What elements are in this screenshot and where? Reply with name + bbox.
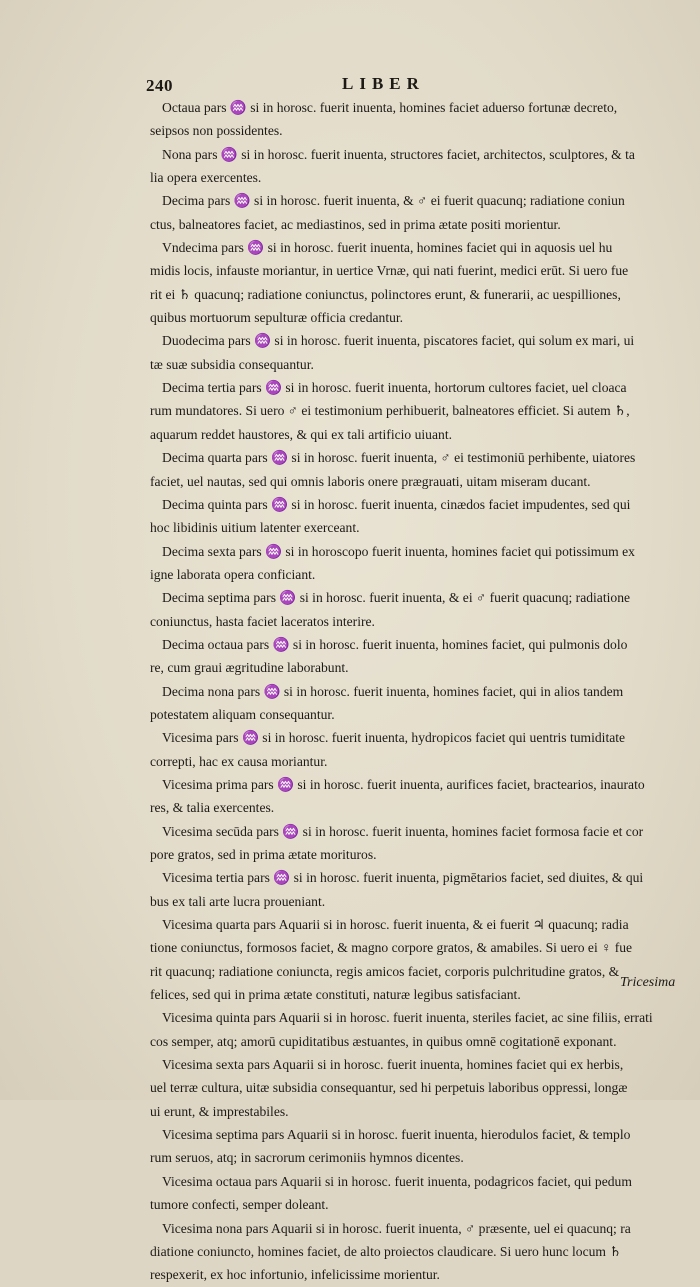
text-line: Decima septima pars ♒ si in horosc. fuerit inuenta, & ei ♂ fuerit quacunq; radiatione bbox=[162, 590, 631, 606]
text-line: quibus mortuorum sepulturæ officia credantur. bbox=[150, 310, 404, 326]
text-line: Vicesima tertia pars ♒ si in horosc. fuerit inuenta, pigmētarios faciet, sed diuites, & qui bbox=[162, 870, 644, 886]
text-line: Decima sexta pars ♒ si in horoscopo fuerit inuenta, homines faciet qui potissimum ex bbox=[162, 543, 635, 559]
text-line: Vicesima sexta pars Aquarii si in horosc. fuerit inuenta, homines faciet qui ex herbis, bbox=[162, 1057, 624, 1073]
text-line: Vicesima secūda pars ♒ si in horosc. fuerit inuenta, homines faciet formosa facie et cor bbox=[162, 823, 644, 839]
text-line: correpti, hac ex causa moriantur. bbox=[150, 753, 328, 769]
text-line: tione coniunctus, formosos faciet, & magno corpore gratos, & amabiles. Si uero ei ♀ fue bbox=[150, 940, 633, 956]
page-number: 240 bbox=[146, 76, 173, 95]
text-line: diatione coniuncto, homines faciet, de alto proiectos claudicare. Si uero hunc locum ♄ bbox=[150, 1243, 622, 1259]
text-line: coniunctus, hasta faciet laceratos interire. bbox=[150, 613, 375, 629]
text-line: Vicesima pars ♒ si in horosc. fuerit inuenta, hydropicos faciet qui uentris tumiditate bbox=[162, 730, 626, 746]
text-line: Decima quinta pars ♒ si in horosc. fuerit inuenta, cinædos faciet impudentes, sed qui bbox=[162, 496, 631, 512]
text-line: respexerit, ex hoc infortunio, infelicissime morientur. bbox=[150, 1267, 440, 1283]
text-line: bus ex tali arte lucra proueniant. bbox=[150, 893, 326, 909]
text-line: Nona pars ♒ si in horosc. fuerit inuenta, structores faciet, architectos, sculptores, & ta bbox=[162, 146, 635, 162]
text-line: Vndecima pars ♒ si in horosc. fuerit inuenta, homines faciet qui in aquosis uel hu bbox=[162, 240, 613, 256]
text-line: lia opera exercentes. bbox=[150, 170, 262, 186]
text-line: igne laborata opera conficiant. bbox=[150, 566, 316, 582]
text-line: felices, sed qui in prima ætate constituti, naturæ legibus satisfaciant. bbox=[150, 987, 521, 1003]
text-line: Decima quarta pars ♒ si in horosc. fuerit inuenta, ♂ ei testimoniū perhibente, uiatores bbox=[162, 450, 636, 466]
text-line: cos semper, atq; amorū cupiditatibus æstuantes, in quibus omnē cogitationē exponant. bbox=[150, 1033, 617, 1049]
page-header bbox=[146, 74, 666, 98]
text-line: re, cum graui ægritudine laborabunt. bbox=[150, 660, 349, 676]
text-line: Vicesima octaua pars Aquarii si in horosc. fuerit inuenta, podagricos faciet, qui pedum bbox=[162, 1173, 632, 1189]
text-line: ctus, balneatores faciet, ac mediastinos, sed in prima ætate positi morientur. bbox=[150, 216, 561, 232]
text-line: seipsos non possidentes. bbox=[150, 123, 283, 139]
text-line: midis locis, infauste moriantur, in uertice Vrnæ, qui nati fuerint, medici erūt. Si uero fue bbox=[150, 263, 629, 279]
text-line: Vicesima septima pars Aquarii si in horosc. fuerit inuenta, hierodulos faciet, & templo bbox=[162, 1127, 631, 1143]
text-line: tumore confecti, semper doleant. bbox=[150, 1197, 329, 1213]
text-line: Duodecima pars ♒ si in horosc. fuerit inuenta, piscatores faciet, qui solum ex mari, ui bbox=[162, 333, 635, 349]
text-line: Vicesima quinta pars Aquarii si in horosc. fuerit inuenta, steriles faciet, ac sine filiis, errati bbox=[162, 1010, 653, 1026]
text-line: rum mundatores. Si uero ♂ ei testimonium perhibuerit, balneatores efficiet. Si autem ♄, bbox=[150, 403, 630, 419]
text-line: potestatem aliquam consequantur. bbox=[150, 706, 335, 722]
text-line: rum seruos, atq; in sacrorum cerimoniis hymnos dicentes. bbox=[150, 1150, 464, 1166]
main-text-block bbox=[150, 96, 678, 1287]
running-head: LIBER bbox=[342, 74, 425, 93]
text-line: hoc libidinis uitium latenter exerceant. bbox=[150, 520, 360, 536]
text-line: res, & talia exercentes. bbox=[150, 800, 275, 816]
text-line: Vicesima nona pars Aquarii si in horosc. fuerit inuenta, ♂ præsente, uel ei quacunq; ra bbox=[162, 1220, 631, 1236]
text-line: Octaua pars ♒ si in horosc. fuerit inuenta, homines faciet aduerso fortunæ decreto, bbox=[162, 100, 618, 115]
text-line: tæ suæ subsidia consequantur. bbox=[150, 356, 314, 372]
text-line: rit ei ♄ quacunq; radiatione coniunctus, polinctores erunt, & funerarii, ac uespilliones, bbox=[150, 286, 621, 302]
text-line: Decima nona pars ♒ si in horosc. fuerit inuenta, homines faciet, qui in alios tandem bbox=[162, 683, 624, 699]
text-line: ui erunt, & imprestabiles. bbox=[150, 1103, 289, 1119]
catchword: Tricesima bbox=[620, 975, 676, 990]
text-line: Vicesima prima pars ♒ si in horosc. fuerit inuenta, aurifices faciet, bractearios, inaurato bbox=[162, 776, 645, 792]
text-line: Decima pars ♒ si in horosc. fuerit inuenta, & ♂ ei fuerit quacunq; radiatione coniun bbox=[162, 193, 625, 209]
text-line: pore gratos, sed in prima ætate morituros. bbox=[150, 847, 377, 862]
text-line: aquarum reddet haustores, & qui ex tali artificio uiuant. bbox=[150, 426, 452, 442]
text-line: faciet, uel nautas, sed qui omnis laboris onere prægrauati, uitam miseram ducant. bbox=[150, 473, 591, 489]
text-line: Vicesima quarta pars Aquarii si in horosc. fuerit inuenta, & ei fuerit ♃ quacunq; radia bbox=[162, 917, 629, 933]
text-line: Decima tertia pars ♒ si in horosc. fuerit inuenta, hortorum cultores faciet, uel cloaca bbox=[162, 380, 627, 396]
text-line: Decima octaua pars ♒ si in horosc. fuerit inuenta, homines faciet, qui pulmonis dolo bbox=[162, 636, 628, 652]
text-line: rit quacunq; radiatione coniuncta, regis amicos faciet, corporis pulchritudine gratos, & bbox=[150, 963, 620, 979]
text-line: uel terræ cultura, uitæ subsidia consequantur, sed hi perpetuis laboribus oppressi, longæ bbox=[150, 1080, 628, 1096]
